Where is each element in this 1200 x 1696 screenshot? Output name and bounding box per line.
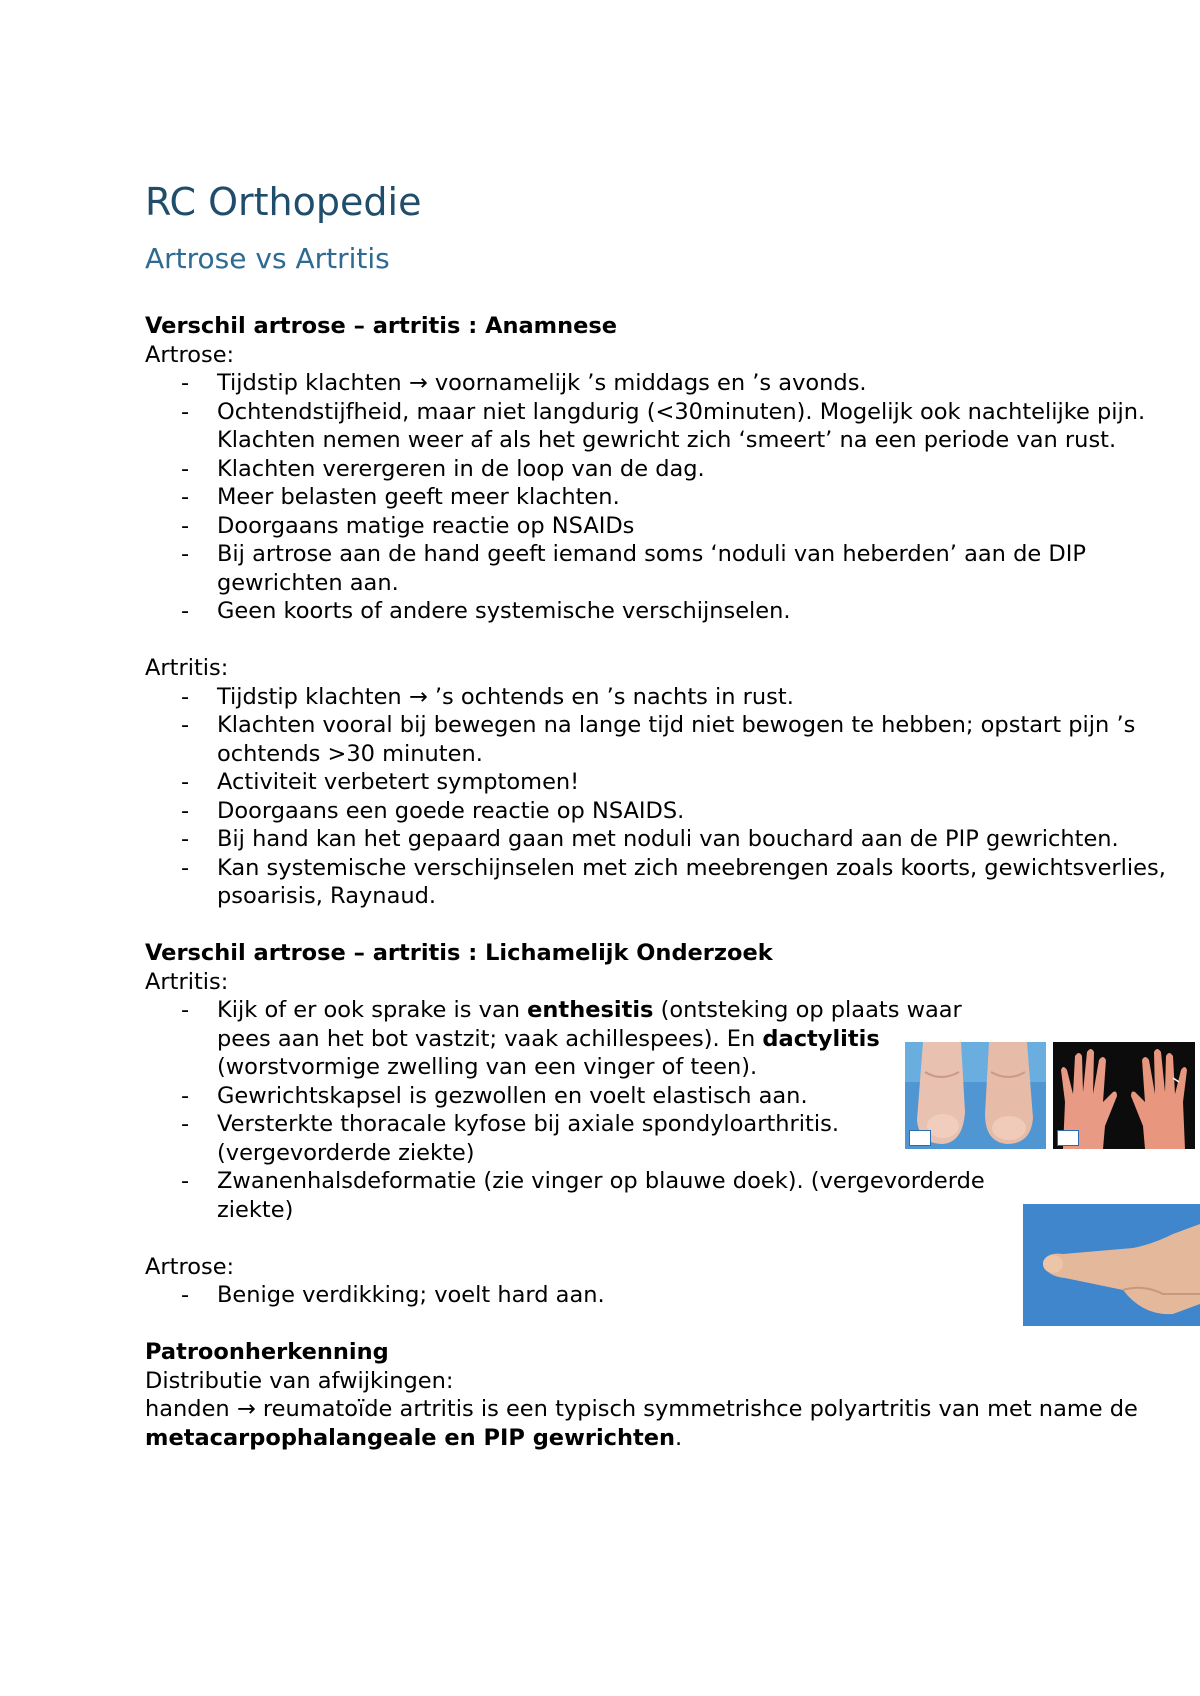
list-item: - Bij artrose aan de hand geeft iemand soms ‘noduli van heberden’ aan de DIP gewrichten aan. [217, 540, 1185, 597]
paragraph-handen: handen → reumatoïde artritis is een typisch symmetrishce polyartritis van met name de metacarpophalangeale en PIP gewrichten. [145, 1396, 1138, 1451]
term-dactylitis: dactylitis [762, 1025, 880, 1052]
list-item: - Ochtendstijfheid, maar niet langdurig (<30minuten). Mogelijk ook nachtelijke pijn. Klachten nemen weer af als het gewricht zich ‘smeert’ na een periode van rust. [217, 398, 1185, 455]
label-artritis: Artritis: [145, 655, 229, 681]
list-item: - Doorgaans een goede reactie op NSAIDS. [217, 797, 1185, 826]
list-item: - Klachten verergeren in de loop van de dag. [217, 455, 1185, 484]
list-item: - Kijk of er ook sprake is van enthesitis (ontsteking op plaats waar pees aan het bot vastzit; vaak achillespees). En dactylitis (worstvormige zwelling van een vinger of teen). [217, 996, 987, 1082]
list-item: - Kan systemische verschijnselen met zich meebrengen zoals koorts, gewichtsverlies, psoarisis, Raynaud. [217, 854, 1185, 911]
paragraph-distributie: Distributie van afwijkingen: [145, 1367, 454, 1394]
term-gewrichten: metacarpophalangeale en PIP gewrichten [145, 1424, 676, 1451]
list-item: - Meer belasten geeft meer klachten. [217, 483, 1185, 512]
logo-icon [1057, 1130, 1079, 1146]
list-item: - Geen koorts of andere systemische verschijnselen. [217, 597, 1185, 626]
section-heading-anamnese: Verschil artrose – artritis : Anamnese [145, 313, 618, 339]
page-title: RC Orthopedie [145, 180, 422, 224]
list-item: - Activiteit verbetert symptomen! [217, 768, 1185, 797]
label-artrose: Artrose: [145, 1253, 235, 1280]
section-heading-patroon: Patroonherkenning [145, 1339, 389, 1365]
label-artrose: Artrose: [145, 341, 235, 368]
hands-photo [1053, 1042, 1195, 1149]
term-enthesitis: enthesitis [527, 997, 654, 1023]
list-item: - Versterkte thoracale kyfose bij axiale spondyloarthritis. (vergevorderde ziekte) [217, 1110, 987, 1167]
label-artritis: Artritis: [145, 968, 229, 995]
list-item: - Klachten vooral bij bewegen na lange tijd niet bewogen te hebben; opstart pijn ’s ochtends >30 minuten. [217, 711, 1185, 768]
list-artritis-anamnese [145, 683, 1185, 911]
list-item: - Doorgaans matige reactie op NSAIDs [217, 512, 1185, 541]
logo-icon [909, 1130, 931, 1146]
list-item: - Gewrichtskapsel is gezwollen en voelt elastisch aan. [217, 1082, 987, 1111]
list-item: - Tijdstip klachten → ’s ochtends en ’s nachts in rust. [217, 683, 1185, 712]
list-artrose-anamnese [145, 369, 1185, 626]
heels-photo [905, 1042, 1046, 1149]
list-item: - Tijdstip klachten → voornamelijk ’s middags en ’s avonds. [217, 369, 1185, 398]
list-item: - Benige verdikking; voelt hard aan. [217, 1281, 1185, 1310]
page-subtitle: Artrose vs Artritis [145, 242, 390, 275]
swan-neck-finger-photo [1023, 1204, 1200, 1326]
list-artritis-onderzoek [145, 996, 987, 1224]
list-item: - Zwanenhalsdeformatie (zie vinger op blauwe doek). (vergevorderde ziekte) [217, 1167, 987, 1224]
section-heading-onderzoek: Verschil artrose – artritis : Lichamelijk Onderzoek [145, 940, 773, 966]
list-item: - Bij hand kan het gepaard gaan met noduli van bouchard aan de PIP gewrichten. [217, 825, 1185, 854]
